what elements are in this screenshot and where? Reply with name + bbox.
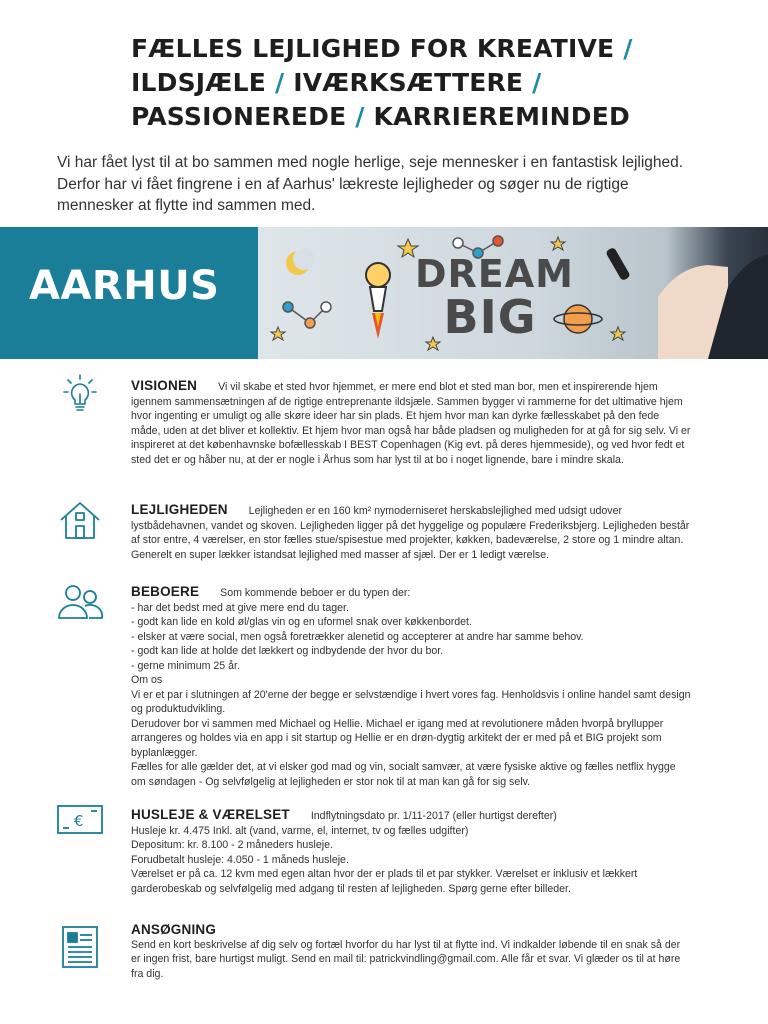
room-description: Værelset er på ca. 12 kvm med egen altan hvor der er plads til et par stykker. Værelset er inklusiv et lækkert garderobeskab og selvfølgelig med adgang til resten af lejligheden. Spørg gerne efter billeder. bbox=[131, 868, 638, 895]
section-visionen bbox=[131, 379, 691, 467]
headline-part-2: ILDSJÆLE bbox=[131, 68, 267, 97]
rent-line: Husleje kr. 4.475 Inkl. alt (vand, varme, el, internet, tv og fælles udgifter) bbox=[131, 824, 469, 837]
svg-text:€: € bbox=[74, 812, 84, 830]
section-lead: Som kommende beboer er du typen der: bbox=[220, 587, 411, 599]
prepaid-rent-line: Forudbetalt husleje: 4.050 - 1 måneds husleje. bbox=[131, 853, 349, 866]
marker-icon bbox=[605, 247, 631, 281]
headline-separator: / bbox=[532, 68, 542, 97]
deposit-line: Depositum: kr. 8.100 - 2 måneders husleje. bbox=[131, 839, 333, 851]
intro-paragraph: Vi har fået lyst til at bo sammen med nogle herlige, seje mennesker i en fantastisk lejlighed. Derfor har vi fået fingrene i en af Aarhus' lækreste lejligheder og søger nu de rigtige mennesker at flytte ind sammen med. bbox=[57, 154, 684, 214]
section-title: LEJLIGHEDEN bbox=[131, 502, 228, 517]
headline-part-1: FÆLLES LEJLIGHED FOR KREATIVE bbox=[131, 34, 615, 63]
about-heading: Om os bbox=[131, 674, 163, 686]
move-in-date: Indflytningsdato pr. 1/11-2017 (eller hurtigst derefter) bbox=[310, 810, 557, 822]
house-icon bbox=[55, 498, 105, 542]
rocket-icon bbox=[366, 263, 390, 339]
lightbulb-icon bbox=[55, 372, 105, 416]
section-husleje bbox=[131, 808, 691, 896]
section-beboere bbox=[131, 585, 691, 789]
big-word: BIG bbox=[443, 290, 537, 344]
headline-part-5: KARRIEREMINDED bbox=[373, 102, 630, 131]
section-text: Send en kort beskrivelse af dig selv og fortæl hvorfor du har lyst til at flytte ind. Vi indkalder løbende til en snak så der er ingen frist, bare hurtigst muligt. Send en mail til: patrickvindling@gmail.com. Alle får et svar. Vi glæder os til at høre fra dig. bbox=[131, 938, 681, 980]
headline-separator: / bbox=[355, 102, 365, 131]
list-item: - godt kan lide en kold øl/glas vin og en uformel snak over køkkenbordet. bbox=[131, 616, 472, 628]
section-text: Lejligheden er en 160 km² nymoderniseret herskabslejlighed med udsigt udover lystbådehavnen, vandet og skoven. Lejligheden ligger på det hyggelige og populære Frederiksbjerg. Lejligheden består af stor entre, 4 værelser, en stor fælles stue/spisestue med projekter, køkken, badeværelse, 2 store og 1 mindre altan. Generelt en super lækker istandsat lejlighed med masser af sjæl. Der er 1 ledigt værelse. bbox=[131, 505, 690, 561]
section-title: VISIONEN bbox=[131, 378, 198, 393]
section-title: HUSLEJE & VÆRELSET bbox=[131, 807, 290, 822]
city-name: AARHUS bbox=[29, 263, 220, 309]
headline-separator: / bbox=[623, 34, 633, 63]
headline-part-4: PASSIONEREDE bbox=[131, 102, 347, 131]
headline-part-3: IVÆRKSÆTTERE bbox=[293, 68, 524, 97]
dream-big-photo bbox=[258, 227, 768, 359]
page-headline bbox=[131, 32, 691, 134]
moon-shadow bbox=[293, 248, 315, 270]
city-banner bbox=[0, 227, 768, 359]
list-item: - har det bedst med at give mere end du tager. bbox=[131, 601, 349, 614]
section-ansoegning bbox=[131, 923, 691, 981]
list-item: - gerne minimum 25 år. bbox=[131, 659, 240, 672]
section-text: Vi vil skabe et sted hvor hjemmet, er mere end blot et sted man bor, men et inspirerende hjem igennem sammensætningen af de rigtige entreprenante ildsjæle. Sammen bygger vi rammerne for det ultimative hjem hvor ingenting er umuligt og alle skøre ideer har sin plads. Et hjem hvor man kan dyrke fællesskabet på den fede måde, uden at det bliver et kollektiv. Et hjem hvor man også har både pladsen og muligheden for at gå for sig selv. Vi er inspireret at det københavnske bofællesskab I BEST Copenhagen (Kig evt. på deres hjemmeside), og ved hvor fedt et sted det er og håber nu, at der er nogle i Århus som har lyst til at bo i noget lignende, bare i mindre skala. bbox=[131, 381, 691, 466]
list-item: - elsker at være social, men også foretrækker alenetid og accepterer at andre har samme behov. bbox=[131, 630, 584, 643]
list-item: - godt kan lide at holde det lækkert og indbydende der hvor du bor. bbox=[131, 645, 444, 657]
euro-bill-icon bbox=[55, 798, 105, 842]
molecule-icon bbox=[283, 302, 331, 328]
application-form-icon bbox=[55, 925, 105, 969]
about-paragraph: Fælles for alle gælder det, at vi elsker god mad og vin, socialt samvær, at være fysiske aktive og fælles netflix hygge om søndagen - Og selvfølgelig at lejligheden er stor nok til at man kan gå for sig selv. bbox=[131, 761, 676, 788]
headline-separator: / bbox=[274, 68, 285, 97]
section-title: ANSØGNING bbox=[131, 922, 217, 937]
section-title: BEBOERE bbox=[131, 584, 200, 599]
about-paragraph: Derudover bor vi sammen med Michael og Hellie. Michael er igang med at revolutionere måden hvorpå bryllupper arrangeres og holdes via en app i sit startup og Hellie er en drøn-dygtig arkitekt der er med på et BIG projekt som byplanlægger. bbox=[131, 717, 664, 759]
dream-word: DREAM bbox=[415, 252, 574, 296]
people-icon bbox=[55, 580, 105, 624]
section-lejligheden bbox=[131, 503, 691, 562]
about-paragraph: Vi er et par i slutningen af 20'erne der begge er selvstændige i hvert vores fag. Henholdsvis i online handel samt design og produktudvikling. bbox=[131, 688, 691, 715]
dream-big-text bbox=[415, 252, 574, 344]
